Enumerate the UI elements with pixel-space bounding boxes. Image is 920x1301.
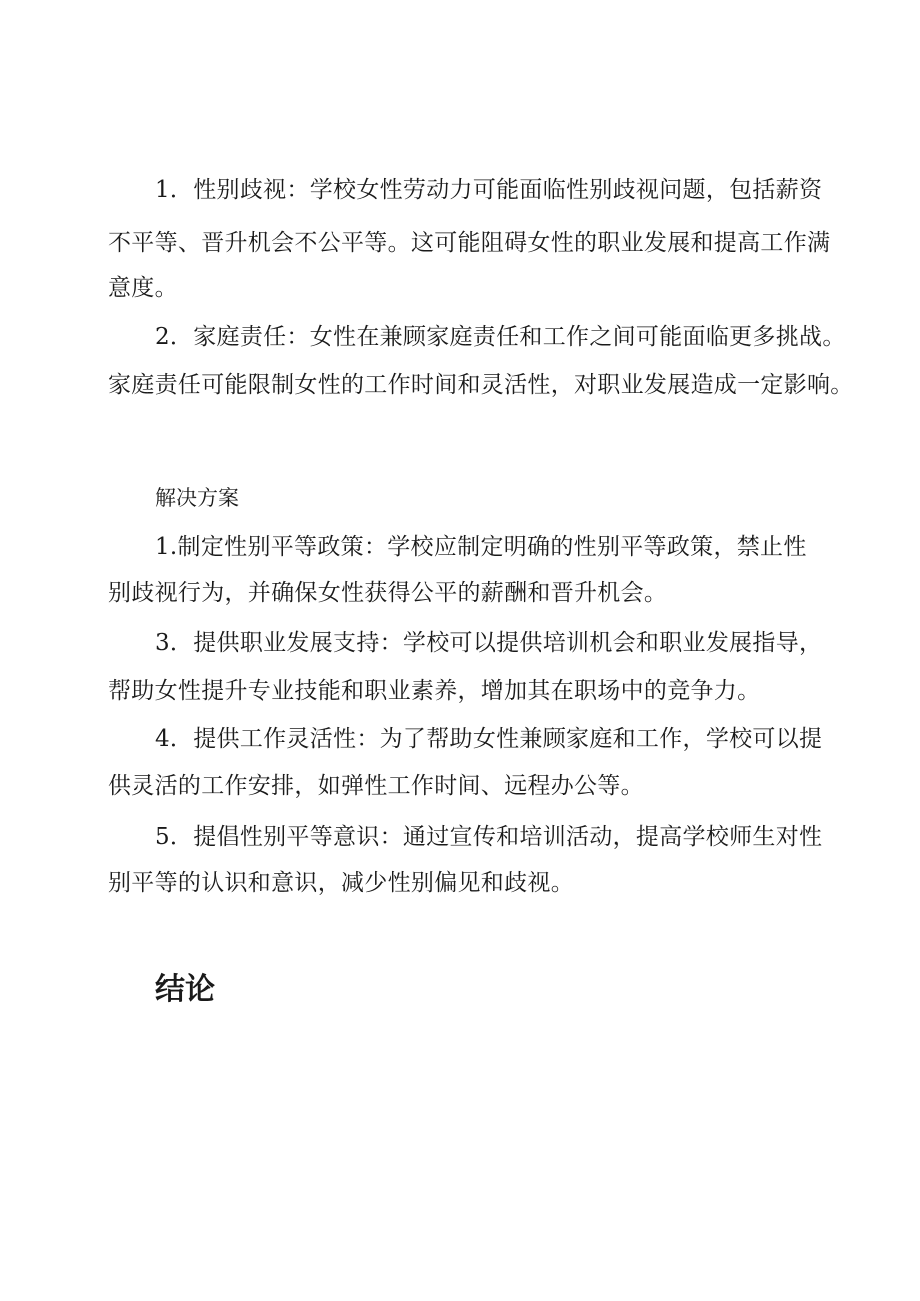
paragraph-line: 不平等、晋升机会不公平等。这可能阻碍女性的职业发展和提高工作满 bbox=[108, 230, 831, 256]
paragraph-line: 5．提倡性别平等意识：通过宣传和培训活动，提高学校师生对性 bbox=[155, 824, 823, 850]
paragraph-line: 1.制定性别平等政策：学校应制定明确的性别平等政策，禁止性 bbox=[155, 534, 807, 560]
paragraph-line: 别平等的认识和意识，减少性别偏见和歧视。 bbox=[108, 870, 574, 896]
paragraph-line: 意度。 bbox=[108, 275, 178, 301]
paragraph-line: 4．提供工作灵活性：为了帮助女性兼顾家庭和工作，学校可以提 bbox=[155, 726, 823, 752]
paragraph-line: 1．性别歧视：学校女性劳动力可能面临性别歧视问题，包括薪资 bbox=[155, 177, 823, 203]
paragraph-line: 3．提供职业发展支持：学校可以提供培训机会和职业发展指导， bbox=[155, 630, 823, 656]
paragraph-line: 别歧视行为，并确保女性获得公平的薪酬和晋升机会。 bbox=[108, 580, 668, 606]
paragraph-line: 2．家庭责任：女性在兼顾家庭责任和工作之间可能面临更多挑战。 bbox=[155, 324, 846, 350]
paragraph-line: 供灵活的工作安排，如弹性工作时间、远程办公等。 bbox=[108, 773, 644, 799]
paragraph-line: 家庭责任可能限制女性的工作时间和灵活性，对职业发展造成一定影响。 bbox=[108, 372, 854, 398]
solutions-heading: 解决方案 bbox=[155, 486, 239, 510]
paragraph-line: 帮助女性提升专业技能和职业素养，增加其在职场中的竞争力。 bbox=[108, 678, 761, 704]
conclusion-heading: 结论 bbox=[155, 972, 215, 1007]
